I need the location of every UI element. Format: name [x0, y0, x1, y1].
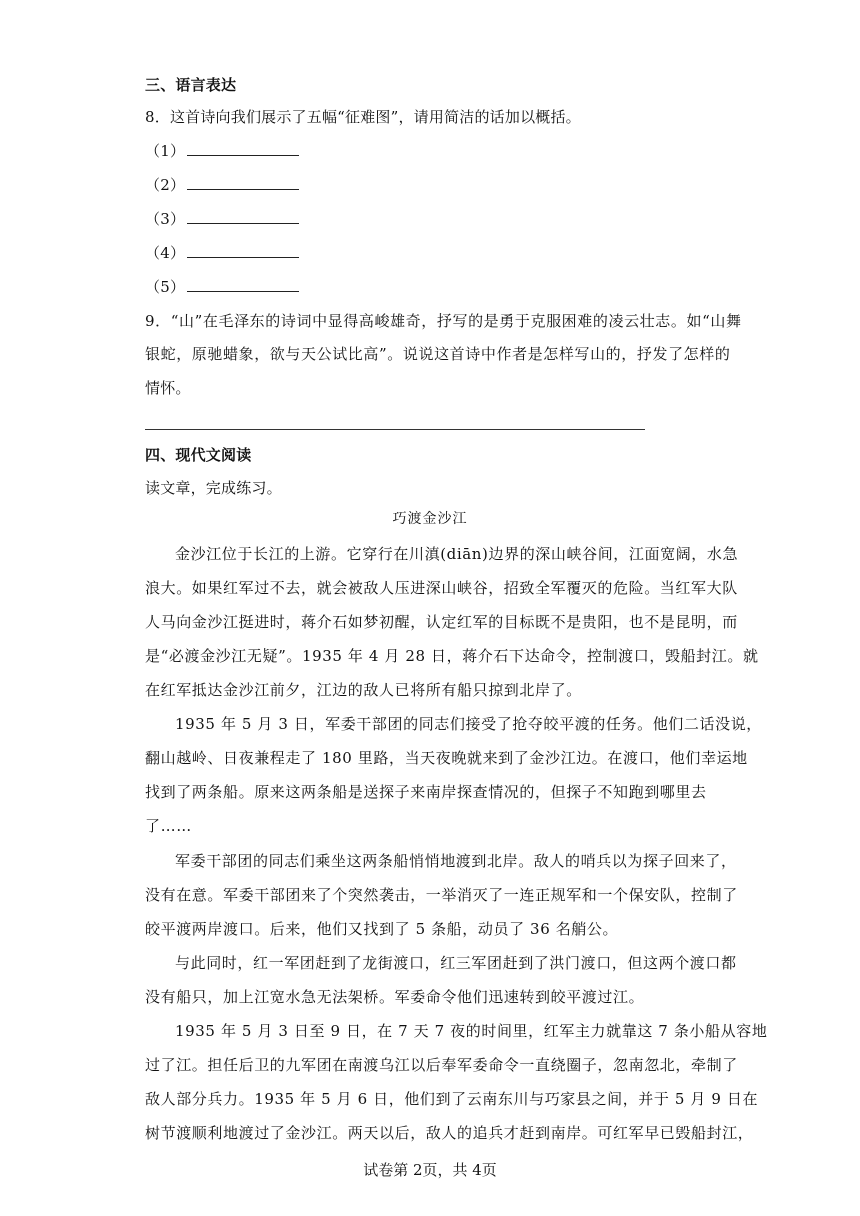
question-9-line: 情怀。	[145, 379, 191, 397]
article-line: 人马向金沙江挺进时，蒋介石如梦初醒，认定红军的目标既不是贵阳，也不是昆明，而	[145, 613, 738, 631]
article-line: 敌人部分兵力。1935 年 5 月 6 日，他们到了云南东川与巧家县之间，并于 5 月 9 日在	[145, 1090, 759, 1108]
answer-item-label: （5）	[145, 278, 186, 296]
article-line: 浪大。如果红军过不去，就会被敌人压进深山峡谷，招致全军覆灭的危险。当红军大队	[145, 579, 738, 597]
page-footer: 试卷第 2页，共 4页	[363, 1161, 497, 1179]
answer-blank[interactable]	[187, 243, 299, 258]
section-heading-reading: 四、现代文阅读	[145, 446, 252, 464]
article-line: 皎平渡两岸渡口。后来，他们又找到了 5 条船，动员了 36 名艄公。	[145, 920, 619, 938]
article-line: 过了江。担任后卫的九军团在南渡乌江以后奉军委命令一直绕圈子，忽南忽北，牵制了	[145, 1056, 738, 1074]
article-title: 巧渡金沙江	[392, 511, 468, 527]
answer-item-5	[145, 277, 299, 297]
answer-item-label: （2）	[145, 176, 186, 194]
answer-blank[interactable]	[187, 175, 299, 190]
article-line: 与此同时，红一军团赶到了龙街渡口，红三军团赶到了洪门渡口，但这两个渡口都	[175, 954, 737, 972]
article-line: 树节渡顺利地渡过了金沙江。两天以后，敌人的追兵才赶到南岸。可红军早已毁船封江，	[145, 1124, 754, 1142]
article-line: 金沙江位于长江的上游。它穿行在川滇(diān)边界的深山峡谷间，江面宽阔，水急	[175, 545, 739, 563]
article-line: 是“必渡金沙江无疑”。1935 年 4 月 28 日，蒋介石下达命令，控制渡口，毁船封江。就	[145, 647, 759, 665]
question-9-line: 9．“山”在毛泽东的诗词中显得高峻雄奇，抒写的是勇于克服困难的凌云壮志。如“山舞	[145, 312, 742, 330]
answer-blank[interactable]	[187, 277, 299, 292]
article-line: 没有在意。军委干部团来了个突然袭击，一举消灭了一连正规军和一个保安队，控制了	[145, 886, 738, 904]
article-line: 军委干部团的同志们乘坐这两条船悄悄地渡到北岸。敌人的哨兵以为探子回来了，	[175, 852, 737, 870]
section-heading-language: 三、语言表达	[145, 76, 237, 94]
answer-item-3	[145, 209, 299, 229]
article-line: 了……	[145, 817, 192, 835]
answer-blank[interactable]	[187, 141, 299, 156]
answer-item-label: （4）	[145, 244, 186, 262]
answer-item-label: （1）	[145, 142, 186, 160]
article-line: 1935 年 5 月 3 日至 9 日，在 7 天 7 夜的时间里，红军主力就靠这 7 条小船从容地	[175, 1022, 768, 1040]
answer-item-4	[145, 243, 299, 263]
answer-item-2	[145, 175, 299, 195]
article-line: 1935 年 5 月 3 日，军委干部团的同志们接受了抢夺皎平渡的任务。他们二话没说，	[175, 715, 762, 733]
answer-blank[interactable]	[187, 209, 299, 224]
reading-instruction: 读文章，完成练习。	[145, 479, 282, 497]
article-line: 没有船只，加上江宽水急无法架桥。军委命令他们迅速转到皎平渡过江。	[145, 988, 645, 1006]
question-9-line: 银蛇，原驰蜡象，欲与天公试比高”。说说这首诗中作者是怎样写山的，抒发了怎样的	[145, 345, 731, 363]
article-line: 在红军抵达金沙江前夕，江边的敌人已将所有船只掠到北岸了。	[145, 681, 582, 699]
article-line: 翻山越岭、日夜兼程走了 180 里路，当天夜晚就来到了金沙江边。在渡口，他们幸运地	[145, 749, 748, 767]
article-line: 找到了两条船。原来这两条船是送探子来南岸探查情况的，但探子不知跑到哪里去	[145, 783, 707, 801]
question-8-text: 8．这首诗向我们展示了五幅“征难图”，请用简洁的话加以概括。	[145, 108, 581, 126]
answer-item-1	[145, 141, 299, 161]
answer-item-label: （3）	[145, 210, 186, 228]
answer-line[interactable]	[145, 429, 645, 430]
